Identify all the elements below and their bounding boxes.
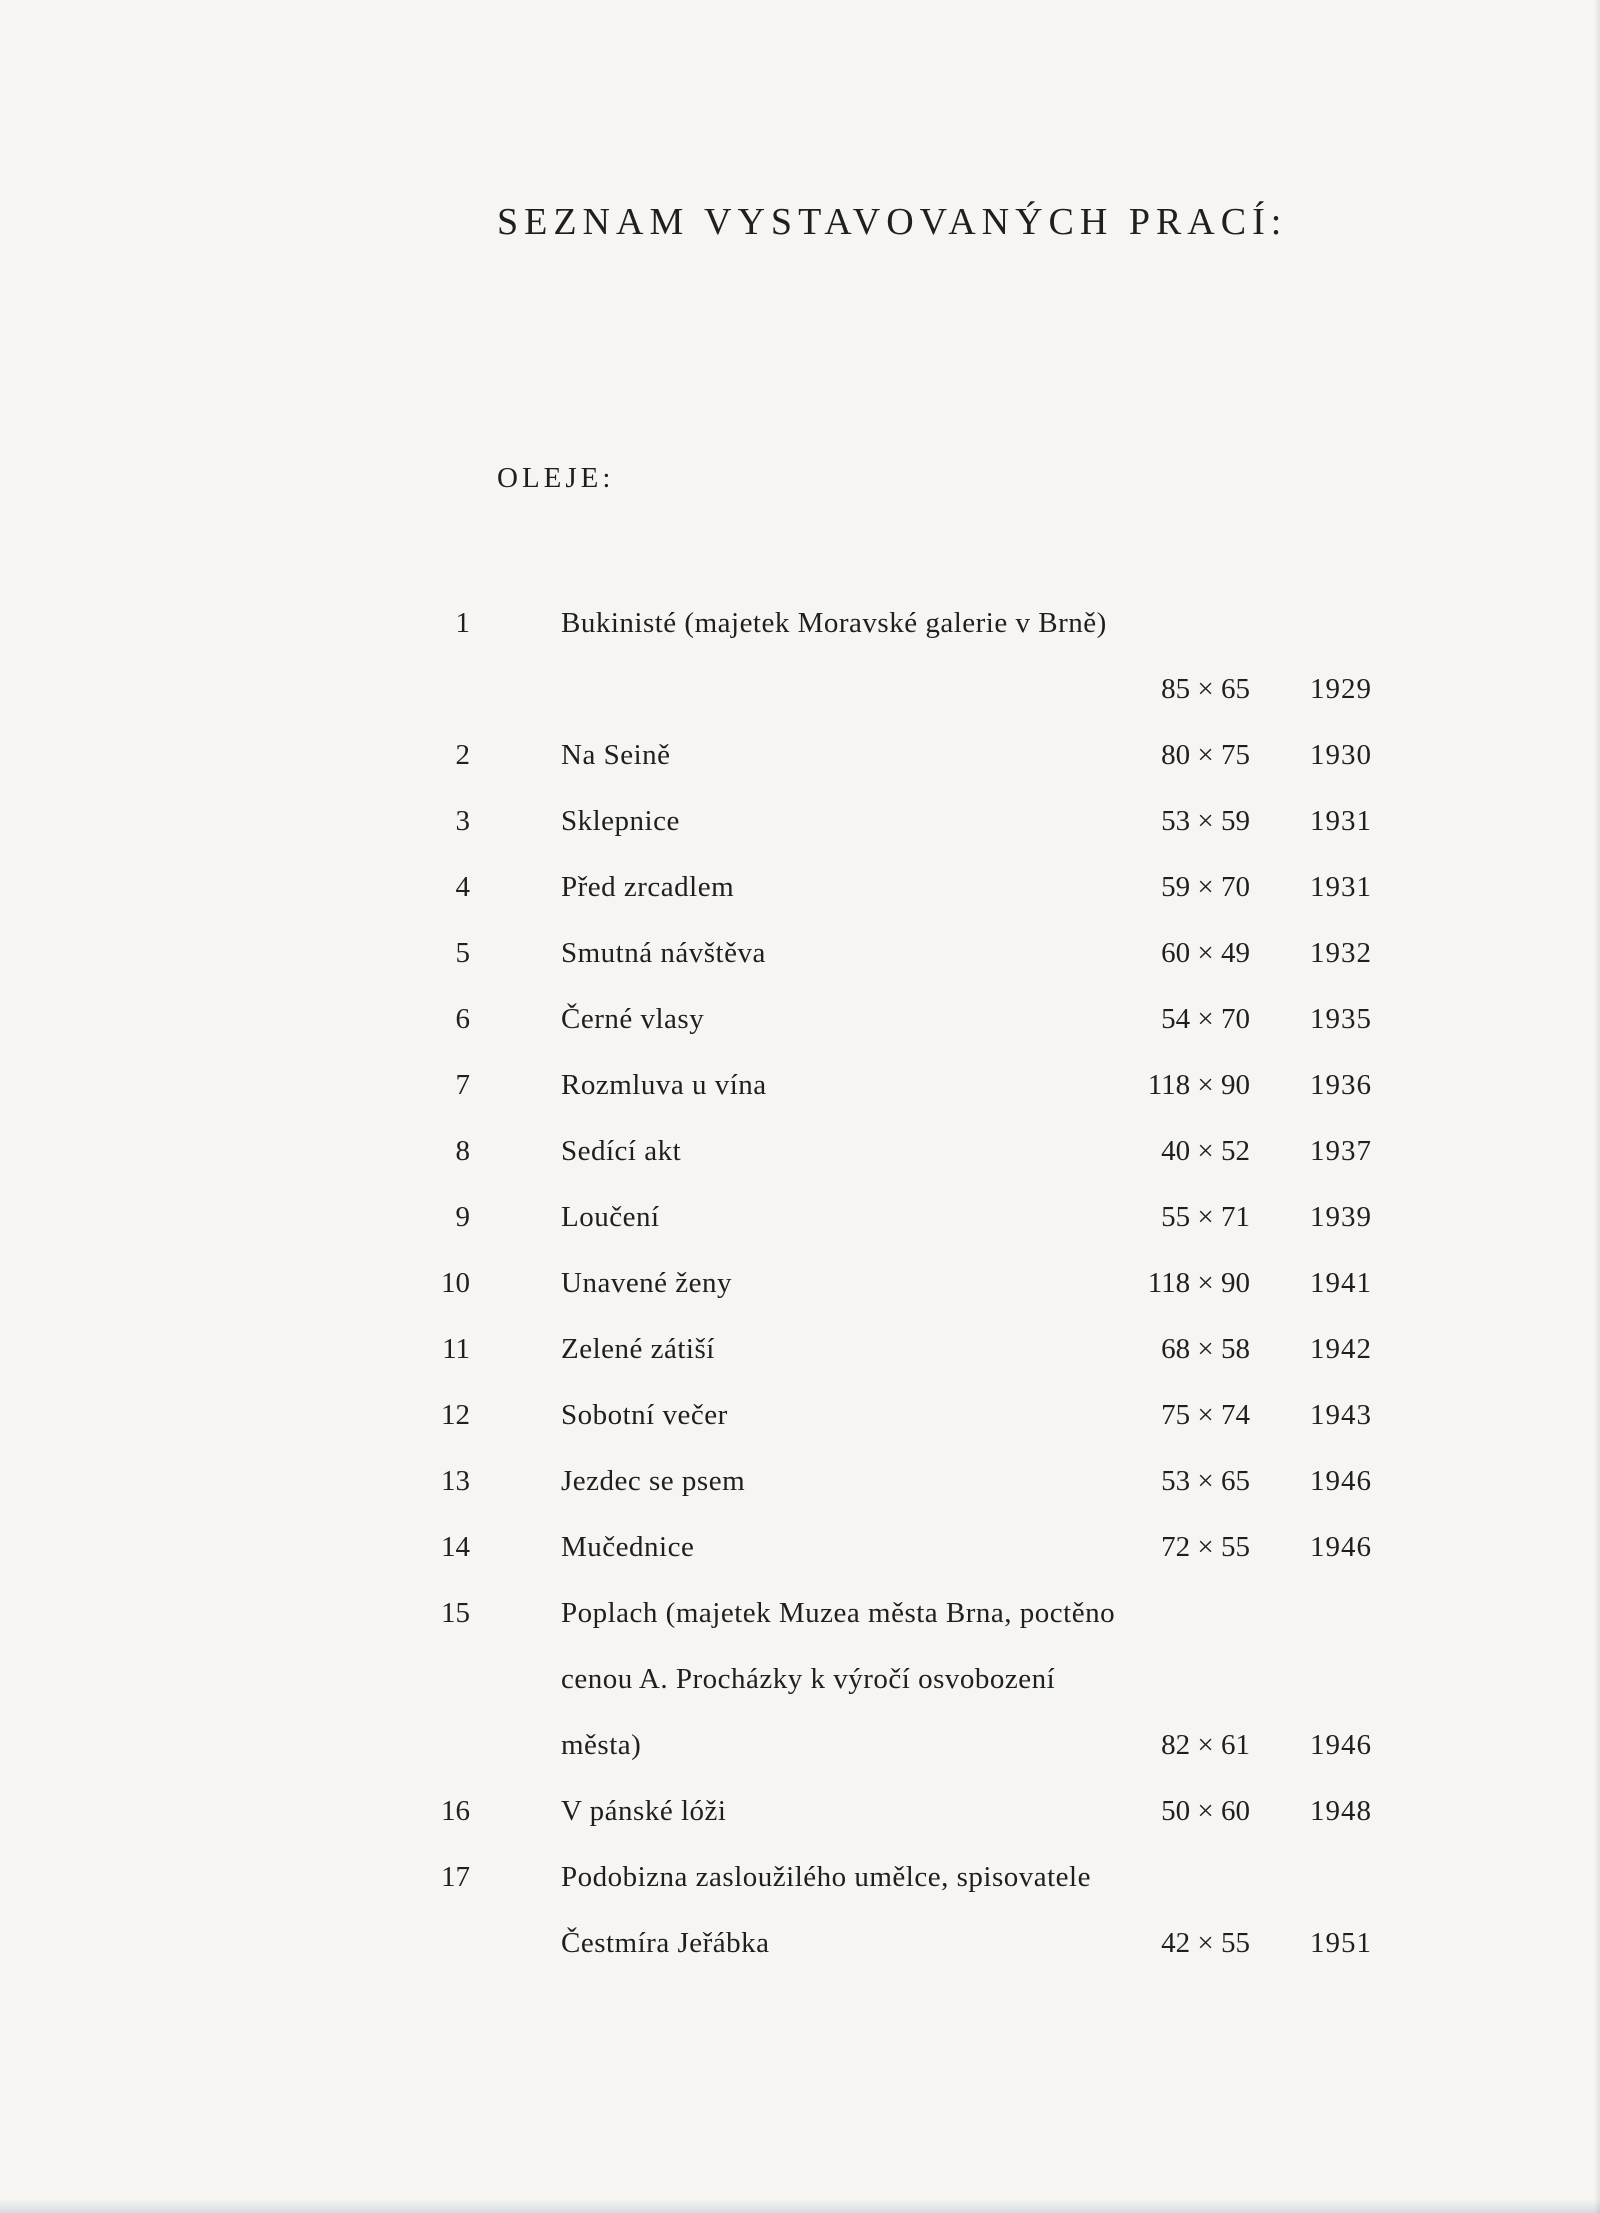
- work-number: 6: [455, 1003, 470, 1035]
- work-title: Unavené ženy: [561, 1267, 733, 1299]
- work-dimensions: 72 × 55: [1161, 1531, 1250, 1563]
- work-title: Jezdec se psem: [561, 1465, 746, 1497]
- work-title: Smutná návštěva: [561, 937, 766, 969]
- work-number: 14: [441, 1531, 470, 1563]
- work-title: Bukinisté (majetek Moravské galerie v Brně): [561, 607, 1107, 639]
- work-title: Podobizna zasloužilého umělce, spisovatele Čestmíra Jeřábka: [561, 1861, 1091, 1959]
- work-number: 8: [455, 1135, 470, 1167]
- work-title: Sobotní večer: [561, 1399, 728, 1431]
- work-dimensions: 50 × 60: [1161, 1795, 1250, 1827]
- work-number: 17: [441, 1861, 470, 1893]
- work-dimensions: 53 × 65: [1161, 1465, 1250, 1497]
- work-number: 2: [455, 739, 470, 771]
- work-title: Černé vlasy: [561, 1003, 705, 1035]
- work-year: 1930: [1310, 739, 1372, 771]
- work-year: 1931: [1310, 871, 1372, 903]
- work-number: 5: [455, 937, 470, 969]
- work-number: 16: [441, 1795, 470, 1827]
- work-dimensions: 42 × 55: [1161, 1927, 1250, 1959]
- work-title: Sedící akt: [561, 1135, 682, 1167]
- work-year: 1946: [1310, 1729, 1372, 1761]
- work-dimensions: 54 × 70: [1161, 1003, 1250, 1035]
- work-number: 12: [441, 1399, 470, 1431]
- work-year: 1939: [1310, 1201, 1372, 1233]
- work-title: V pánské lóži: [561, 1795, 727, 1827]
- work-dimensions: 40 × 52: [1161, 1135, 1250, 1167]
- work-year: 1931: [1310, 805, 1372, 837]
- work-dimensions: 85 × 65: [1161, 673, 1250, 705]
- work-year: 1946: [1310, 1531, 1372, 1563]
- page-bottom-edge: [0, 2199, 1600, 2213]
- work-number: 7: [455, 1069, 470, 1101]
- work-year: 1948: [1310, 1795, 1372, 1827]
- work-year: 1935: [1310, 1003, 1372, 1035]
- work-title: Před zrcadlem: [561, 871, 735, 903]
- work-number: 3: [455, 805, 470, 837]
- work-number: 1: [455, 607, 470, 639]
- work-number: 10: [441, 1267, 470, 1299]
- work-title: Sklepnice: [561, 805, 680, 837]
- work-year: 1936: [1310, 1069, 1372, 1101]
- page-edge: [1594, 0, 1600, 2213]
- work-dimensions: 118 × 90: [1147, 1069, 1250, 1101]
- work-title: Rozmluva u vína: [561, 1069, 767, 1101]
- work-dimensions: 75 × 74: [1161, 1399, 1250, 1431]
- work-number: 15: [441, 1597, 470, 1629]
- work-year: 1937: [1310, 1135, 1372, 1167]
- work-number: 13: [441, 1465, 470, 1497]
- work-year: 1932: [1310, 937, 1372, 969]
- section-heading: OLEJE:: [497, 462, 615, 494]
- work-dimensions: 118 × 90: [1147, 1267, 1250, 1299]
- work-year: 1941: [1310, 1267, 1372, 1299]
- work-number: 9: [455, 1201, 470, 1233]
- work-title: Mučednice: [561, 1531, 695, 1563]
- work-dimensions: 80 × 75: [1161, 739, 1250, 771]
- work-year: 1929: [1310, 673, 1372, 705]
- work-dimensions: 68 × 58: [1161, 1333, 1250, 1365]
- work-dimensions: 55 × 71: [1161, 1201, 1250, 1233]
- page-title: SEZNAM VYSTAVOVANÝCH PRACÍ:: [497, 201, 1288, 243]
- work-year: 1951: [1310, 1927, 1372, 1959]
- work-title: Loučení: [561, 1201, 660, 1233]
- work-title: Zelené zátiší: [561, 1333, 715, 1365]
- work-dimensions: 53 × 59: [1161, 805, 1250, 837]
- work-year: 1942: [1310, 1333, 1372, 1365]
- work-title: Poplach (majetek Muzea města Brna, poctěno cenou A. Procházky k výročí osvobození města): [561, 1597, 1116, 1761]
- work-dimensions: 60 × 49: [1161, 937, 1250, 969]
- work-number: 11: [442, 1333, 470, 1365]
- work-dimensions: 59 × 70: [1161, 871, 1250, 903]
- work-year: 1946: [1310, 1465, 1372, 1497]
- work-title: Na Seině: [561, 739, 671, 771]
- work-year: 1943: [1310, 1399, 1372, 1431]
- work-number: 4: [455, 871, 470, 903]
- work-dimensions: 82 × 61: [1161, 1729, 1250, 1761]
